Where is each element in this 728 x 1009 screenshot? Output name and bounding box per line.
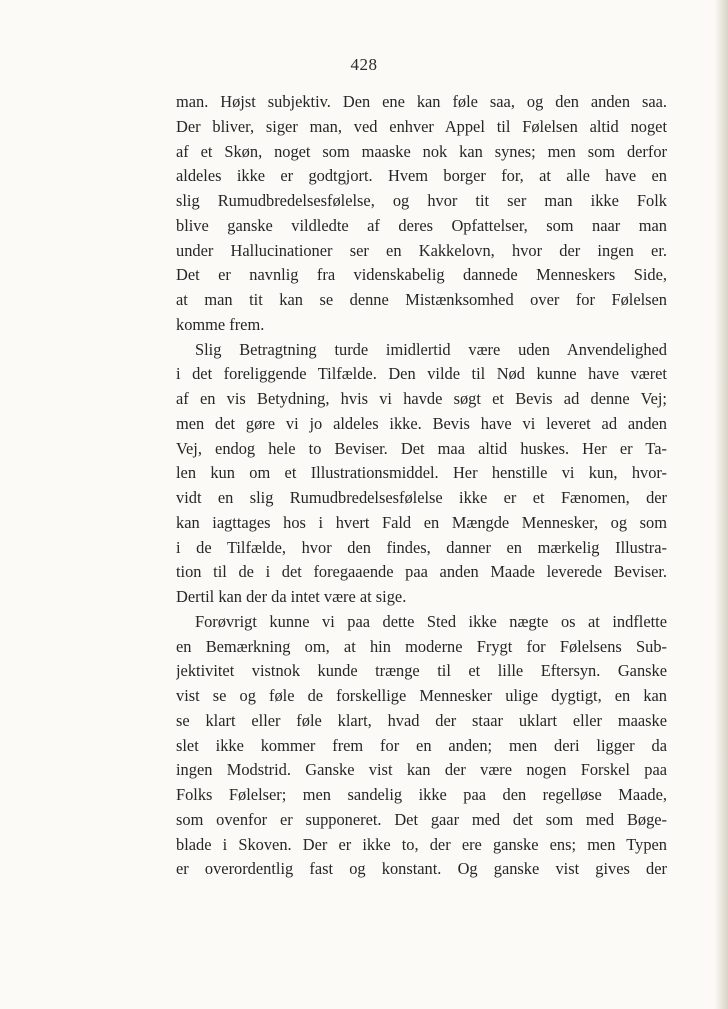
text-line: af et Skøn, noget som maaske nok kan synes; men som derfor xyxy=(176,141,667,161)
text-line: Der bliver, siger man, ved enhver Appel til Følelsen altid noget xyxy=(176,116,667,136)
text-line: Dertil kan der da intet være at sige. xyxy=(176,587,407,606)
text-line: komme frem. xyxy=(176,314,265,334)
text-line: len kun om et Illustrationsmiddel. Her henstille vi kun, hvor- xyxy=(176,463,667,483)
text-line: men det gøre vi jo aldeles ikke. Bevis have vi leveret ad anden xyxy=(176,413,667,433)
text-line: kan iagttages hos i hvert Fald en Mængde Mennesker, og som xyxy=(176,512,667,532)
text-line: Forøvrigt kunne vi paa dette Sted ikke nægte os at indflette xyxy=(195,611,667,631)
text-line: er overordentlig fast og konstant. Og ganske vist gives der xyxy=(176,859,667,879)
text-line: man. Højst subjektiv. Den ene kan føle saa, og den anden saa. xyxy=(176,92,667,111)
text-line: ingen Modstrid. Ganske vist kan der være nogen Forskel paa xyxy=(176,760,667,780)
text-line: i det foreliggende Tilfælde. Den vilde til Nød kunne have været xyxy=(176,364,667,384)
text-line: vist se og føle de forskellige Mennesker ulige dygtigt, en kan xyxy=(176,686,667,705)
text-line: se klart eller føle klart, hvad der staar uklart eller maaske xyxy=(176,710,667,730)
text-line: under Hallucinationer ser en Kakkelovn, hvor der ingen er. xyxy=(176,240,667,260)
text-line: af en vis Betydning, hvis vi havde søgt et Bevis ad denne Vej; xyxy=(176,389,667,408)
text-line: blive ganske vildledte af deres Opfattelser, som naar man xyxy=(176,215,667,235)
text-line: jektivitet vistnok kunde trænge til et lille Eftersyn. Ganske xyxy=(176,661,667,681)
text-line: Folks Følelser; men sandelig ikke paa den regelløse Maade, xyxy=(176,785,667,804)
text-line: en Bemærkning om, at hin moderne Frygt for Følelsens Sub- xyxy=(176,636,667,656)
text-line: tion til de i det foregaaende paa anden Maade leverede Beviser. xyxy=(176,562,667,582)
page-edge-shadow xyxy=(714,0,728,1009)
text-line: at man tit kan se denne Mistænksomhed over for Følelsen xyxy=(176,290,667,309)
text-line: Slig Betragtning turde imidlertid være uden Anvendelighed xyxy=(195,339,667,359)
text-line: Vej, endog hele to Beviser. Det maa altid huskes. Her er Ta- xyxy=(176,438,667,458)
text-line: som ovenfor er supponeret. Det gaar med det som med Bøge- xyxy=(176,809,667,829)
text-line: aldeles ikke er godtgjort. Hvem borger for, at alle have en xyxy=(176,166,667,186)
page-number: 428 xyxy=(350,55,378,74)
text-line: slig Rumudbredelsesfølelse, og hvor tit ser man ikke Folk xyxy=(176,191,667,210)
text-line: i de Tilfælde, hvor den findes, danner en mærkelig Illustra- xyxy=(176,537,667,557)
body-text xyxy=(176,90,667,882)
text-line: Det er navnlig fra videnskabelig dannede Menneskers Side, xyxy=(176,265,667,285)
text-line: blade i Skoven. Der er ikke to, der ere ganske ens; men Typen xyxy=(176,834,667,854)
text-line: slet ikke kommer frem for en anden; men deri ligger da xyxy=(176,735,667,755)
text-line: vidt en slig Rumudbredelsesfølelse ikke er et Fænomen, der xyxy=(176,488,667,507)
